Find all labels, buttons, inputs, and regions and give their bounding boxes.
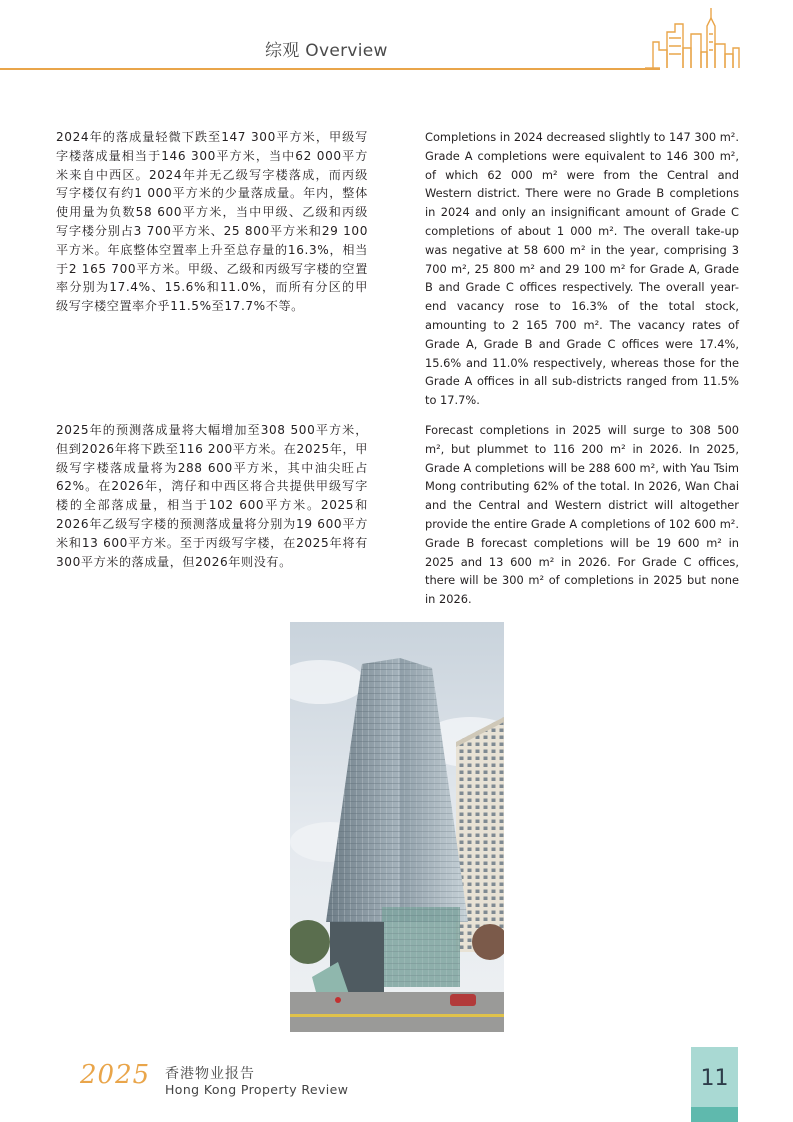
overview-2024-chinese-paragraph: 2024年的落成量轻微下跌至147 300平方米，甲级写字楼落成量相当于146 300平方米，当中62 000平方米来自中西区。2024年并无乙级写字楼落成，而丙级写字楼仅有约1 000平方米的少量落成量。年内，整体使用量为负数58 600平方米，当中甲级、乙级和丙级写字楼分别占3 700平方米、25 800平方米和29 100平方米。年底整体空置率上升至总存量的16.3%，相当于2 165 700平方米。甲级、乙级和丙级写字楼的空置率分别为17.4%、15.6%和11.0%，而所有分区的甲级写字楼空置率介乎11.5%至17.7%不等。 <box>56 130 368 314</box>
office-tower-photo <box>290 622 504 1032</box>
forecast-english-paragraph: Forecast completions in 2025 will surge to 308 500 m², but plummet to 116 200 m² in 2026. In 2025, Grade A completions will be 288 600 m², with Yau Tsim Mong contributing 62% of the total. In 2026, Wan Chai and the Central and Western district will altogether provide the entire Grade A completions of 102 600 m². Grade B forecast completions will be 19 600 m² in 2025 and 13 600 m² in 2026. For Grade C offices, there will be 300 m² of completions in 2025 but none in 2026. <box>425 423 739 607</box>
page-number-box-strip <box>691 1107 738 1122</box>
page-number: 11 <box>700 1066 729 1091</box>
footer-title-english: Hong Kong Property Review <box>165 1082 349 1097</box>
footer-title-chinese: 香港物业报告 <box>165 1066 255 1082</box>
header-divider <box>0 68 660 70</box>
city-skyline-icon <box>645 4 745 76</box>
forecast-chinese-paragraph: 2025年的预测落成量将大幅增加至308 500平方米，但到2026年将下跌至116 200平方米。在2025年，甲级写字楼落成量将为288 600平方米，其中油尖旺占62%。在2026年，湾仔和中西区将合共提供甲级写字楼的全部落成量，相当于102 600平方米。2025和2026年乙级写字楼的预测落成量将分别为19 600平方米和13 600平方米。至于丙级写字楼，在2025年将有300平方米的落成量，但2026年则没有。 <box>56 423 368 569</box>
overview-2024-english-paragraph: Completions in 2024 decreased slightly to 147 300 m². Grade A completions were equivalent to 146 300 m², of which 62 000 m² were from the Central and Western district. There were no Grade B completions in 2024 and only an insignificant amount of Grade C completions of about 1 000 m². The overall take-up was negative at 58 600 m² in the year, comprising 3 700 m², 25 800 m² and 29 100 m² for Grade A, Grade B and Grade C offices respectively. The overall year-end vacancy rose to 16.3% of the total stock, amounting to 2 165 700 m². The vacancy rates of Grade A, Grade B and Grade C offices were 17.4%, 15.6% and 11.0% respectively, whereas those for the Grade A offices in all sub-districts ranged from 11.5% to 17.7%. <box>425 130 739 408</box>
page-section-title: 综观 Overview <box>265 41 388 61</box>
footer-year: 2025 <box>80 1060 151 1090</box>
